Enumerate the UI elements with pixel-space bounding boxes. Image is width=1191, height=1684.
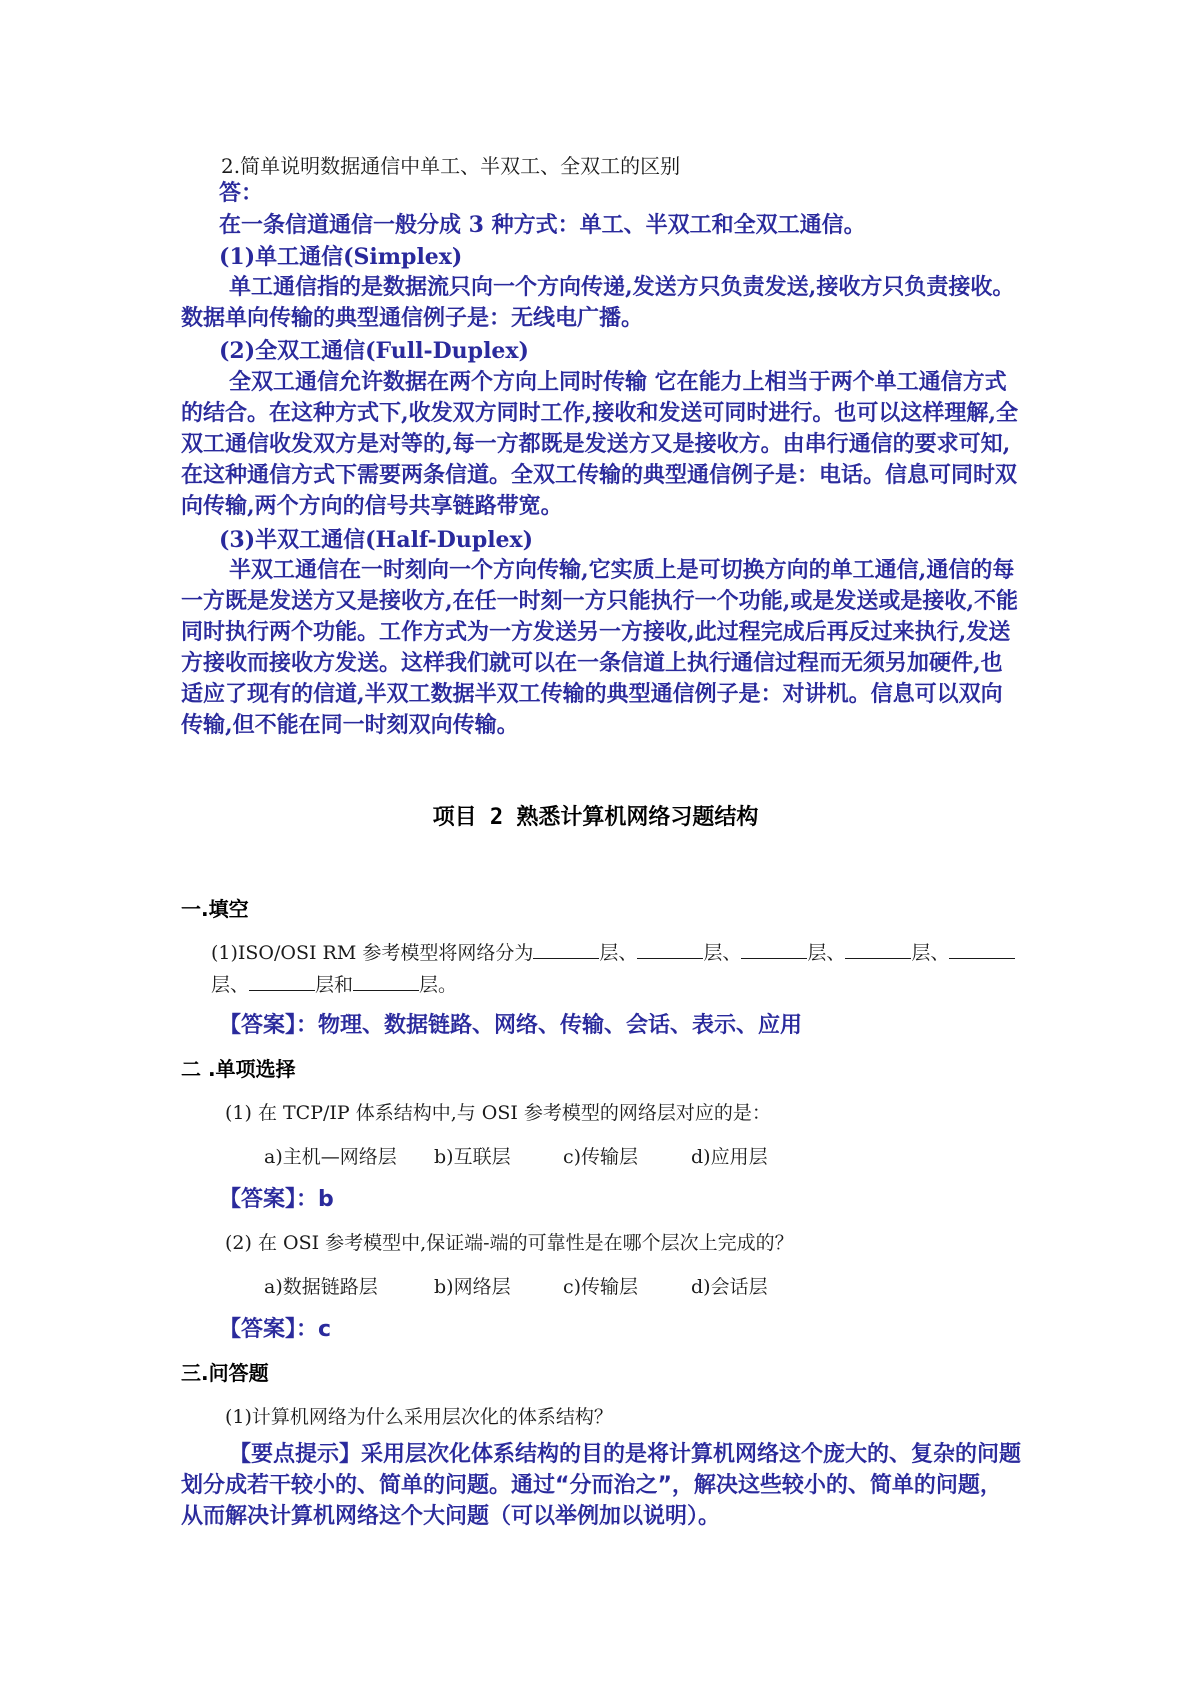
choice-question-2-options (264, 1272, 768, 1299)
full-duplex-heading: (2)全双工通信(Full-Duplex) (219, 338, 529, 364)
question-2: 2.简单说明数据通信中单工、半双工、全双工的区别 (221, 154, 681, 178)
blank (353, 972, 419, 991)
option-b: b)互联层 (434, 1146, 511, 1168)
project-title: 项目 2 熟悉计算机网络习题结构 (432, 805, 759, 830)
layer-and: 层和 (315, 974, 354, 996)
layer-word: 层、 (599, 942, 638, 964)
simplex-text: 单工通信指的是数据流只向一个方向传递,发送方只负责发送,接收方只负责接收。数据单向传输的典型通信例子是：无线电广播。 (181, 274, 1015, 331)
option-a: a)主机—网络层 (264, 1146, 397, 1168)
option-b: b)网络层 (434, 1276, 511, 1298)
half-duplex-heading: (3)半双工通信(Half-Duplex) (219, 527, 534, 553)
blank (249, 972, 315, 991)
fill-blank-prefix: (1)ISO/OSI RM 参考模型将网络分为 (211, 942, 534, 964)
option-c: c)传输层 (563, 1276, 639, 1298)
section-fill-blank-heading: 一.填空 (181, 897, 249, 921)
option-c: c)传输层 (563, 1146, 639, 1168)
fill-blank-question-line1 (211, 938, 1015, 965)
layer-word: 层、 (211, 974, 250, 996)
layer-word: 层、 (911, 942, 950, 964)
blank (741, 940, 807, 959)
option-d: d)会话层 (691, 1276, 768, 1298)
layer-word: 层、 (807, 942, 846, 964)
option-d: d)应用层 (691, 1146, 768, 1168)
layer-end: 层。 (419, 974, 458, 996)
answer-intro: 在一条信道通信一般分成 3 种方式：单工、半双工和全双工通信。 (219, 212, 866, 238)
blank (949, 940, 1015, 959)
option-a: a)数据链路层 (264, 1276, 378, 1298)
simplex-heading: (1)单工通信(Simplex) (219, 244, 463, 270)
answer-label: 答： (219, 180, 264, 206)
full-duplex-text: 全双工通信允许数据在两个方向上同时传输 它在能力上相当于两个单工通信方式的结合。在这种方式下,收发双方同时工作,接收和发送可同时进行。也可以这样理解,全双工通信收发双方是对等的,每一方都既是发送方又是接收方。由串行通信的要求可知,在这种通信方式下需要两条信道。全双工传输的典型通信例子是：电话。信息可同时双向传输,两个方向的信号共享链路带宽。 (181, 369, 1018, 519)
section-qa-heading: 三.问答题 (181, 1361, 269, 1385)
choice-answer-2: 【答案】：c (219, 1317, 332, 1342)
half-duplex-text: 半双工通信在一时刻向一个方向传输,它实质上是可切换方向的单工通信,通信的每一方既是发送方又是接收方,在任一时刻一方只能执行一个功能,或是发送或是接收,不能同时执行两个功能。工作方式为一方发送另一方接收,此过程完成后再反过来执行,发送方接收而接收方发送。这样我们就可以在一条信道上执行通信过程而无须另加硬件,也适应了现有的信道,半双工数据半双工传输的典型通信例子是：对讲机。信息可以双向传输,但不能在同一时刻双向传输。 (181, 557, 1018, 738)
fill-blank-answer: 【答案】：物理、数据链路、网络、传输、会话、表示、应用 (219, 1013, 803, 1038)
choice-question-2: (2) 在 OSI 参考模型中,保证端-端的可靠性是在哪个层次上完成的？ (225, 1232, 794, 1254)
choice-question-1-options (264, 1142, 768, 1169)
section-single-choice-heading: 二 .单项选择 (181, 1057, 296, 1081)
blank (637, 940, 703, 959)
choice-question-1: (1) 在 TCP/IP 体系结构中,与 OSI 参考模型的网络层对应的是： (225, 1102, 771, 1124)
layer-word: 层、 (703, 942, 742, 964)
blank (845, 940, 911, 959)
qa-question-1: (1)计算机网络为什么采用层次化的体系结构？ (225, 1406, 613, 1428)
fill-blank-question-line2 (211, 970, 457, 997)
choice-answer-1: 【答案】：b (219, 1187, 334, 1212)
qa-hint: 【要点提示】采用层次化体系结构的目的是将计算机网络这个庞大的、复杂的问题划分成若干较小的、简单的问题。通过“分而治之”，解决这些较小的、简单的问题，从而解决计算机网络这个大问题（可以举例加以说明）。 (181, 1442, 1022, 1529)
blank (533, 940, 599, 959)
